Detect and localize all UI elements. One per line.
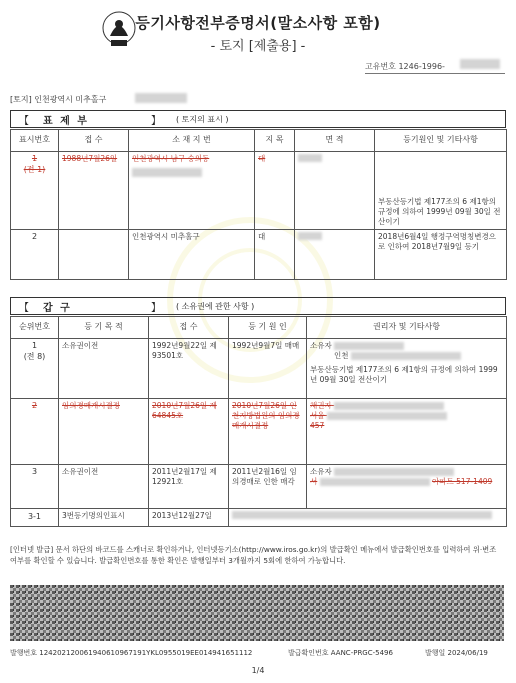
col-header: 순위번호 [11,317,59,339]
rights-cell: 소유자 인천 부동산등기법 제177조의 6 제1항의 규정에 의하여 1999년 09월 30일 전산이기 [307,339,507,399]
rights-cell: 채권자 서울 457 [307,399,507,465]
location-cell: 인천광역시 미추홀구 [129,230,255,280]
section1-title: 표 제 부 [43,116,89,127]
document-subtitle: - 토지 [제출용] - [210,39,306,54]
row-number: 2 [11,230,59,280]
confirmation-number: 발급확인번호 AANC-PRGC-5496 [288,649,393,657]
redaction-mask [460,59,500,69]
location-cell: 인천광역시 남구 숭의동 [129,152,255,230]
col-header: 면 적 [295,130,375,152]
col-header: 권리자 및 기타사항 [307,317,507,339]
row-number: 2 [11,399,59,465]
purpose-cell: 임의경매개시결정 [59,399,149,465]
cause-cell: 2011년2월16일 임의경매로 인한 매각 [229,465,307,509]
category-cell: 대 [255,230,295,280]
rights-cell: 소유자 서 아파트 517-1409 [307,465,507,509]
bracket-close: 】 [151,303,161,314]
col-header: 소 재 지 번 [129,130,255,152]
cause-cell: 2010년7월26일 인천지방법원의 임의경매개시결정 [229,399,307,465]
area-cell [295,230,375,280]
section2-header [10,297,506,315]
row-number: 1 [31,341,38,350]
serial-underline [365,73,505,74]
cause-cell: 1992년9월7일 매매 [229,339,307,399]
bracket-open: 【 [19,116,29,127]
issuance-notice: [인터넷 발급] 문서 하단의 바코드를 스캐너로 확인하거나, 인터넷등기소(http://www.iros.go.kr)의 발급확인 메뉴에서 발급확인번호를 입력하여 위·변조 여부를 확인할 수 있습니다. 발급확인번호를 통한 확인은 발행일부터 3개월까지 5회에 한하여 가능합니다. [10,545,497,565]
table-row [11,152,507,230]
section1-subtitle: ( 토지의 표시 ) [176,115,229,124]
serial-number: 고유번호 1246-1996- [365,62,445,71]
col-header: 등 기 원 인 [229,317,307,339]
row-number: 3 [11,465,59,509]
col-header: 등기원인 및 기타사항 [375,130,507,152]
receipt-cell: 2013년12월27일 [149,509,229,527]
col-header: 표시번호 [11,130,59,152]
table-row [11,399,507,465]
cause-cell: 2018년6월4일 행정구역명칭변경으로 인하여 2018년7월9일 등기 [375,230,507,280]
cause-cell: 부동산등기법 제177조의 6 제1항의 규정에 의하여 1999년 09월 30일 전산이기 [375,152,507,230]
row-number-old: (전 8) [23,351,46,361]
bracket-close: 】 [151,116,161,127]
receipt-cell [59,230,129,280]
purpose-cell: 3번등기명의인표시 [59,509,149,527]
col-header: 지 목 [255,130,295,152]
page-number: 1/4 [251,666,265,675]
row-number: 3-1 [11,509,59,527]
category-cell: 대 [255,152,295,230]
section2-table [10,316,507,527]
document-title: 등기사항전부증명서(말소사항 포함) [135,14,381,32]
bracket-open: 【 [19,303,29,314]
table-row [11,230,507,280]
section2-title: 갑 구 [43,303,72,314]
section2-subtitle: ( 소유권에 관한 사항 ) [176,302,255,311]
col-header: 접 수 [59,130,129,152]
row-number: 1 [31,154,38,163]
receipt-cell: 1988년7월26일 [59,152,129,230]
issue-date: 발행일 2024/06/19 [425,649,488,657]
purpose-cell: 소유권이전 [59,339,149,399]
table-row [11,509,507,527]
col-header: 등 기 목 적 [59,317,149,339]
redaction-mask [135,93,187,103]
cause-cell [229,509,507,527]
table-row [11,465,507,509]
receipt-cell: 2010년7월26일 제64845호 [149,399,229,465]
issue-number: 발행번호 124202120061940610967191YKL0955019EE014941651112 [10,649,253,657]
area-cell [295,152,375,230]
property-heading: [토지] 인천광역시 미추홀구 [10,95,107,104]
section1-table [10,129,507,280]
purpose-cell: 소유권이전 [59,465,149,509]
barcode-image [10,585,504,641]
col-header: 접 수 [149,317,229,339]
table-row [11,339,507,399]
receipt-cell: 1992년9월22일 제93501호 [149,339,229,399]
row-number-old: (전 1) [23,164,46,174]
section1-header [10,110,506,128]
receipt-cell: 2011년2월17일 제12921호 [149,465,229,509]
